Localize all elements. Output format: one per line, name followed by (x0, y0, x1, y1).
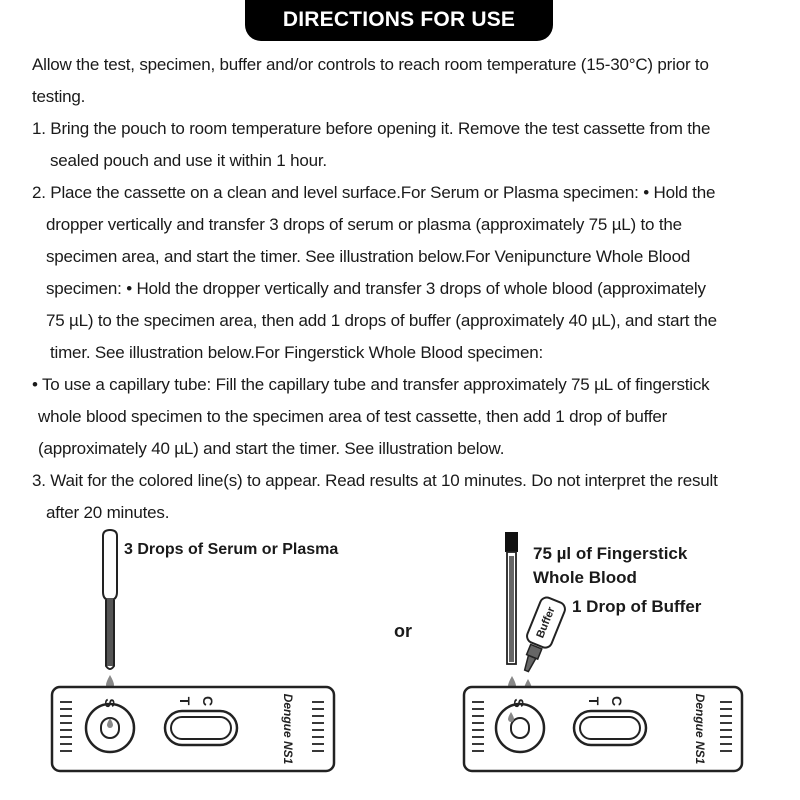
text-line: testing. (32, 87, 86, 106)
test-cassette-right (464, 687, 742, 771)
cassette-brand-label: Dengue NS1 (281, 693, 295, 765)
text-line: 75 µL) to the specimen area, then add 1 drops of buffer (approximately 40 µL), and start the (46, 311, 717, 330)
test-cassette-left (52, 687, 334, 771)
text-line: (approximately 40 µL) and start the timer. See illustration below. (38, 439, 505, 458)
serum-plasma-label: 3 Drops of Serum or Plasma (124, 541, 339, 558)
or-label: or (394, 621, 412, 641)
text-line: timer. See illustration below.For Fingerstick Whole Blood specimen: (50, 343, 544, 362)
test-letter: T (586, 696, 602, 706)
text-line: • To use a capillary tube: Fill the capillary tube and transfer approximately 75 µL of fingerstick (32, 375, 710, 394)
control-letter: C (609, 695, 625, 707)
text-line: dropper vertically and transfer 3 drops of serum or plasma (approximately 75 µL) to the (46, 215, 682, 234)
text-line: specimen area, and start the timer. See illustration below.For Venipuncture Whole Blood (46, 247, 691, 266)
cassette-brand-label: Dengue NS1 (693, 693, 707, 765)
text-line: after 20 minutes. (46, 503, 170, 522)
text-line: sealed pouch and use it within 1 hour. (50, 151, 327, 170)
text-line: 3. Wait for the colored line(s) to appear. Read results at 10 minutes. Do not interpret the result (32, 471, 718, 490)
specimen-letter: S (511, 698, 527, 708)
text-line: Allow the test, specimen, buffer and/or controls to reach room temperature (15-30°C) prior to (32, 55, 709, 74)
fingerstick-label-line2: Whole Blood (533, 568, 637, 587)
control-letter: C (200, 695, 216, 707)
buffer-bottle-icon (514, 595, 567, 675)
buffer-drop-label: 1 Drop of Buffer (572, 597, 702, 616)
text-line: specimen: • Hold the dropper vertically and transfer 3 drops of whole blood (approximately (46, 279, 706, 298)
buffer-bottle-label: Buffer (534, 605, 558, 640)
test-letter: T (177, 696, 193, 706)
dropper-icon (103, 530, 117, 669)
text-line: 2. Place the cassette on a clean and level surface.For Serum or Plasma specimen: • Hold the (32, 183, 716, 202)
specimen-letter: S (102, 698, 118, 708)
capillary-tube-icon (505, 532, 518, 664)
fingerstick-label-line1: 75 µl of Fingerstick (533, 544, 688, 563)
directions-header: DIRECTIONS FOR USE (245, 0, 553, 41)
text-line: whole blood specimen to the specimen area of test cassette, then add 1 drop of buffer (38, 407, 668, 426)
text-line: 1. Bring the pouch to room temperature before opening it. Remove the test cassette from the (32, 119, 711, 138)
